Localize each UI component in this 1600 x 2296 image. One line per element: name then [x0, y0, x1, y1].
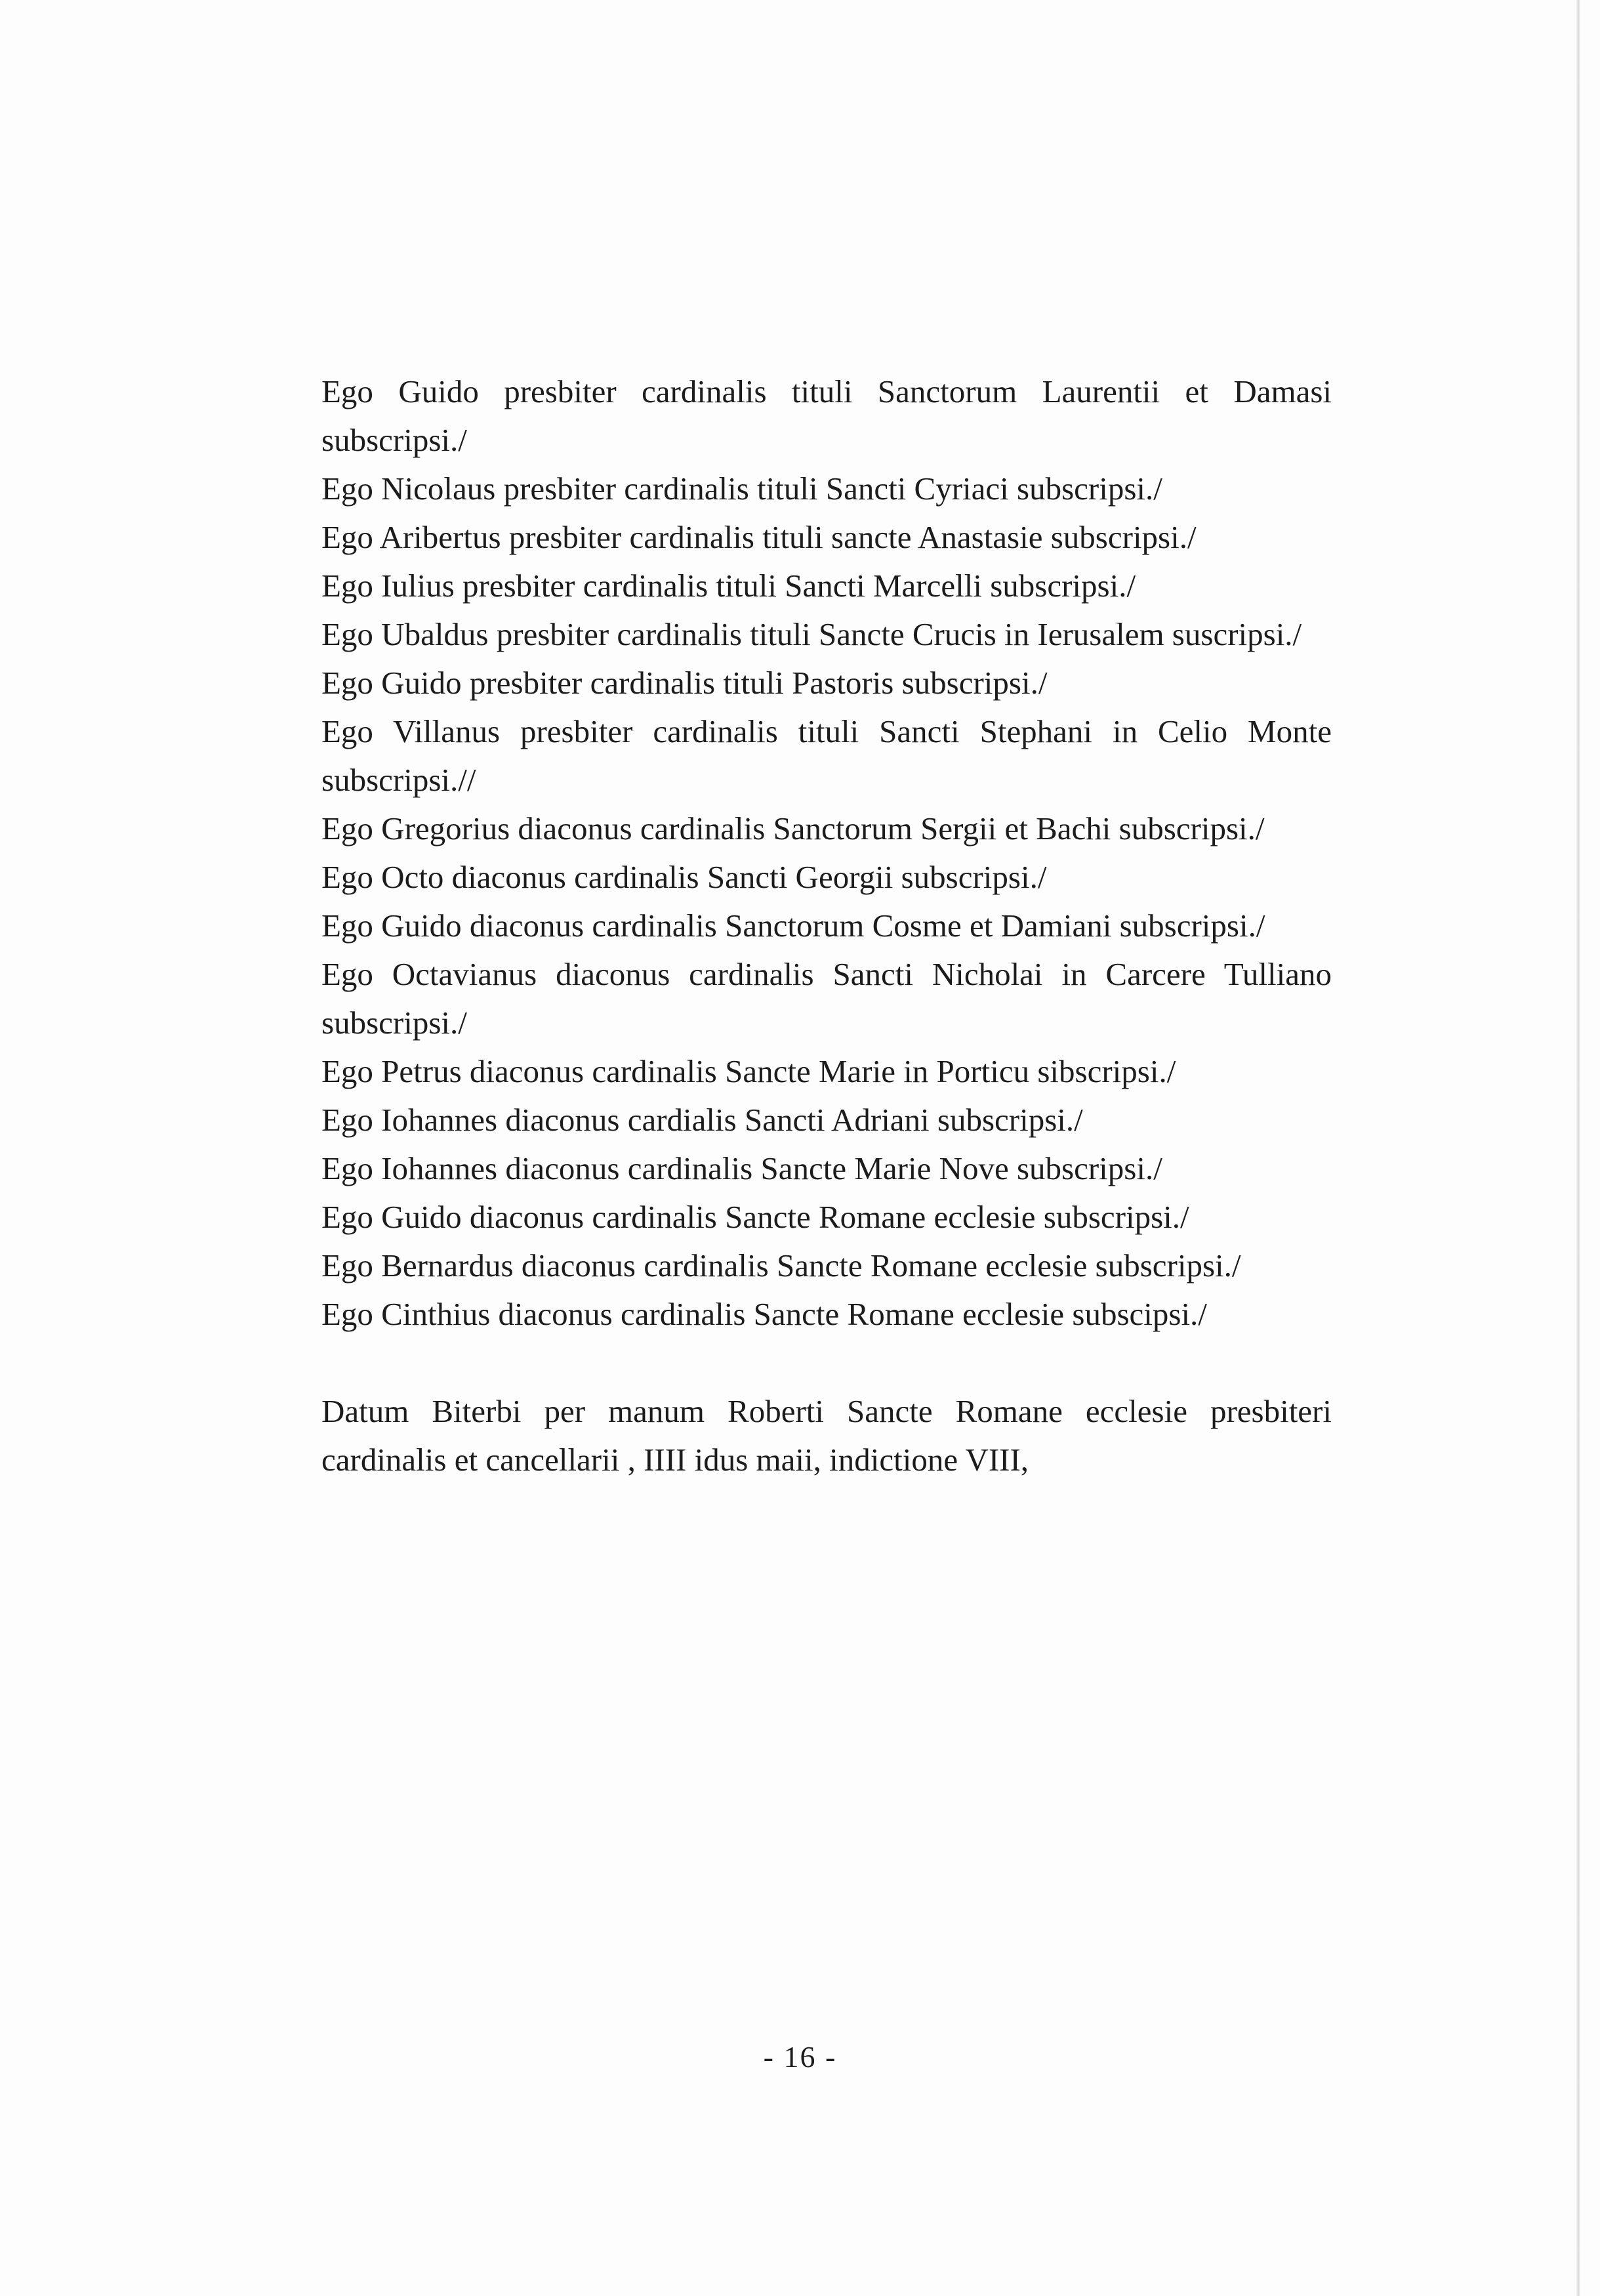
subscription-entry: Ego Iohannes diaconus cardialis Sancti Adriani subscripsi./: [321, 1102, 1083, 1138]
subscription-entry: Ego Guido presbiter cardinalis tituli Pastoris subscripsi./: [321, 665, 1048, 701]
subscription-entry: Ego Guido diaconus cardinalis Sancte Romane ecclesie subscripsi./: [321, 1199, 1189, 1235]
subscription-entry: Ego Guido diaconus cardinalis Sanctorum Cosme et Damiani subscripsi./: [321, 908, 1265, 944]
subscription-entry: Ego Cinthius diaconus cardinalis Sancte Romane ecclesie subscipsi./: [321, 1296, 1207, 1332]
datum-paragraph: Datum Biterbi per manum Roberti Sancte Romane ecclesie presbiteri cardinalis et cancellarii , IIII idus maii, indictione VIII,: [321, 1393, 1332, 1478]
subscription-entry: Ego Aribertus presbiter cardinalis tituli sancte Anastasie subscripsi./: [321, 519, 1197, 555]
subscription-entry: Ego Gregorius diaconus cardinalis Sanctorum Sergii et Bachi subscripsi./: [321, 810, 1265, 846]
subscription-entry: Ego Iulius presbiter cardinalis tituli Sancti Marcelli subscripsi./: [321, 568, 1136, 604]
subscription-entry: Ego Nicolaus presbiter cardinalis tituli Sancti Cyriaci subscripsi./: [321, 470, 1162, 507]
subscription-entry: Ego Bernardus diaconus cardinalis Sancte Romane ecclesie subscripsi./: [321, 1247, 1241, 1284]
subscription-entry: Ego Guido presbiter cardinalis tituli Sanctorum Laurentii et Damasi subscripsi./: [321, 373, 1332, 458]
page-number: - 16 -: [763, 2040, 837, 2074]
subscription-entry: Ego Petrus diaconus cardinalis Sancte Marie in Porticu sibscripsi./: [321, 1053, 1176, 1089]
subscription-entry: Ego Villanus presbiter cardinalis tituli Sancti Stephani in Celio Monte subscripsi.//: [321, 713, 1332, 798]
subscription-entry: Ego Octavianus diaconus cardinalis Sancti Nicholai in Carcere Tulliano subscripsi./: [321, 956, 1332, 1041]
page-edge-shadow: [1576, 0, 1580, 2296]
subscription-entry: Ego Octo diaconus cardinalis Sancti Georgii subscripsi./: [321, 859, 1047, 895]
subscription-list: [321, 367, 1332, 1516]
subscription-entry: Ego Ubaldus presbiter cardinalis tituli Sancte Crucis in Ierusalem suscripsi./: [321, 616, 1302, 652]
subscription-entry: Ego Iohannes diaconus cardinalis Sancte Marie Nove subscripsi./: [321, 1150, 1162, 1186]
